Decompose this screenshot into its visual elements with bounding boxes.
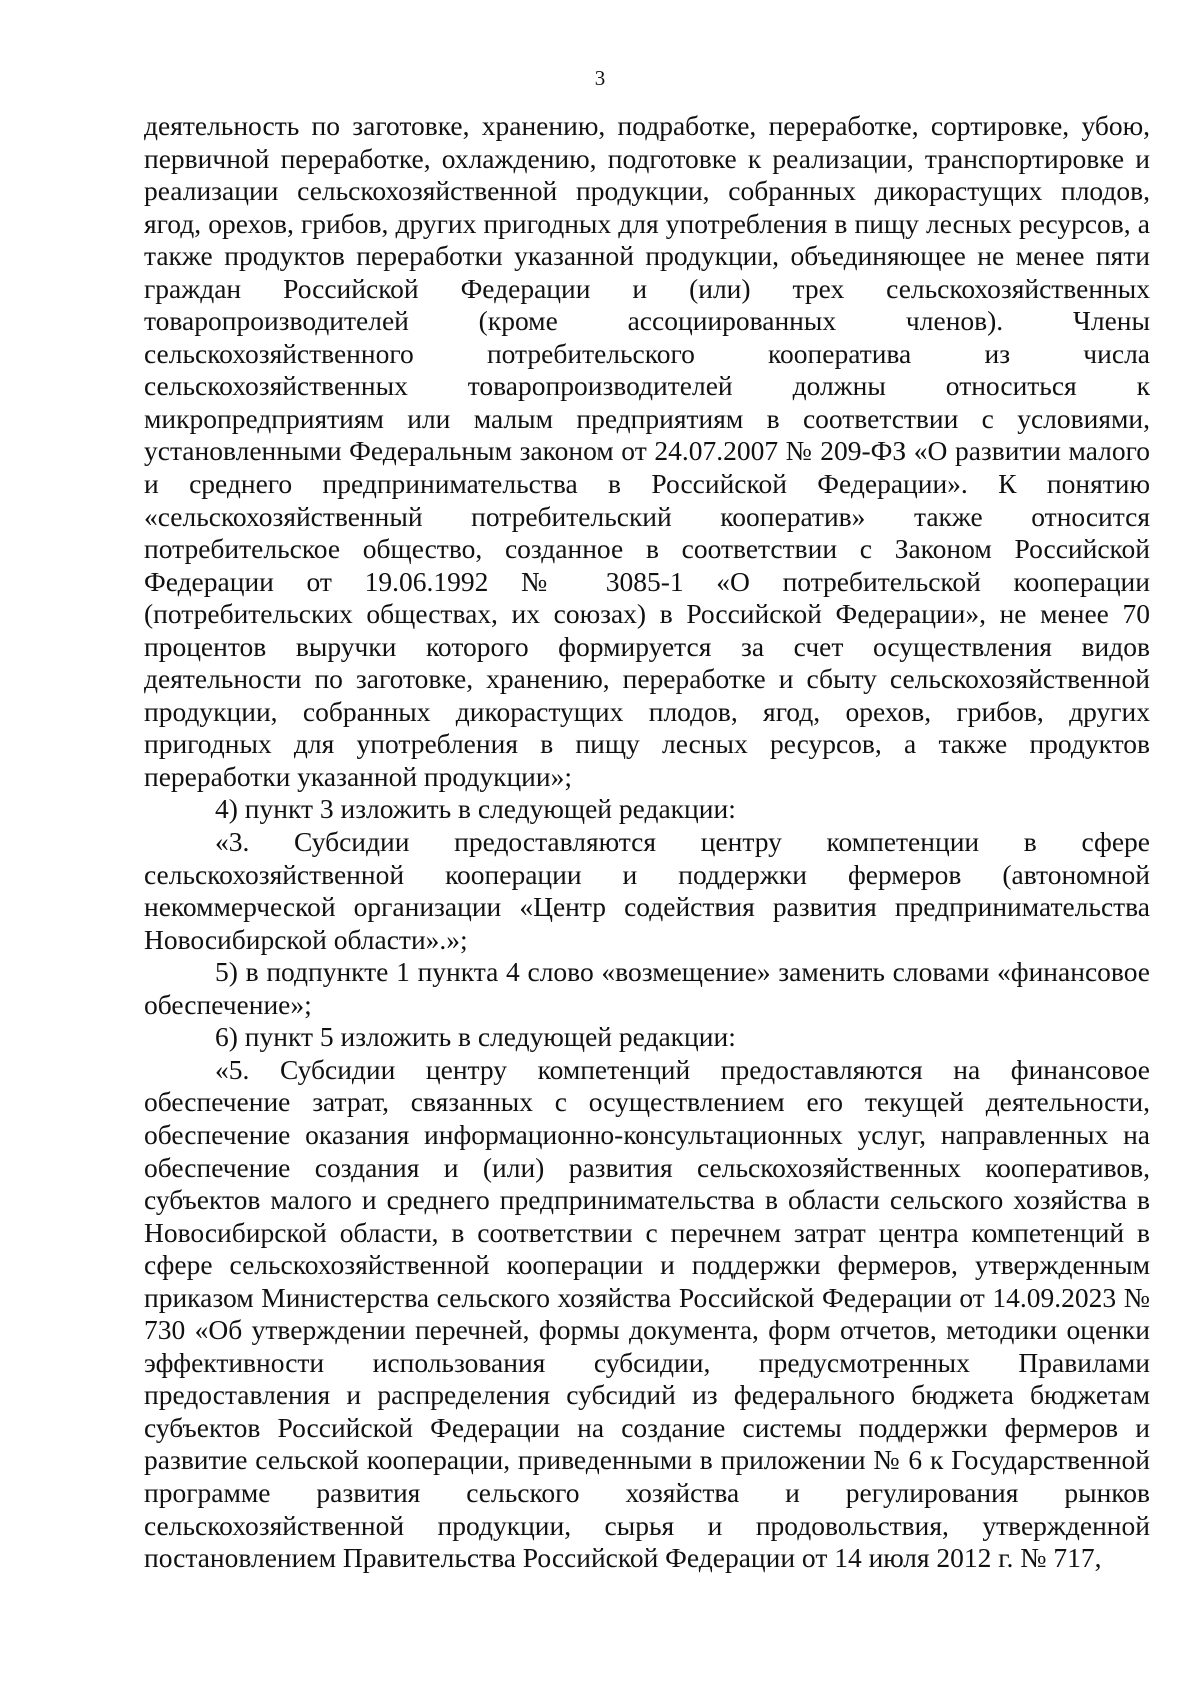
paragraph-item-6: 6) пункт 5 изложить в следующей редакции: [215, 1021, 736, 1053]
paragraph-item-4: 4) пункт 3 изложить в следующей редакции: [215, 793, 736, 825]
document-body [144, 110, 1150, 1575]
paragraph-continuation: деятельность по заготовке, хранению, подработке, переработке, сортировке, убою, первичной переработке, охлаждению, подготовке к реализации, транспортировке и реализации сельскохозяйственной продукции, собранных дикорастущих плодов, ягод, орехов, грибов, других пригодных для употребления в пищу лесных ресурсов, а также продуктов переработки указанной продукции, объединяющее не менее пяти граждан Российской Федерации и (или) трех сельскохозяйственных товаропроизводителей (кроме ассоциированных членов). Члены сельскохозяйственного потребительского кооператива из числа сельскохозяйственных товаропроизводителей должны относиться к микропредприятиям или малым предприятиям в соответствии с условиями, установленными Федеральным законом от 24.07.2007 № 209-ФЗ «О развитии малого и среднего предпринимательства в Российской Федерации». К понятию «сельскохозяйственный потребительский кооператив» также относится потребительское общество, созданное в соответствии с Законом Российской Федерации от 19.06.1992 № 3085-1 «О потребительской кооперации (потребительских обществах, их союзах) в Российской Федерации», не менее 70 процентов выручки которого формируется за счет осуществления видов деятельности по заготовке, хранению, переработке и сбыту сельскохозяйственной продукции, собранных дикорастущих плодов, ягод, орехов, грибов, других пригодных для употребления в пищу лесных ресурсов, а также продуктов переработки указанной продукции»; [144, 110, 1150, 792]
paragraph-item-5: 5) в подпункте 1 пункта 4 слово «возмещение» заменить словами «финансовое обеспечение»; [144, 956, 1150, 1020]
paragraph-clause-3: «3. Субсидии предоставляются центру компетенции в сфере сельскохозяйственной кооперации и поддержки фермеров (автономной некоммерческой организации «Центр содействия развития предпринимательства Новосибирской области».»; [144, 826, 1150, 955]
page-number: 3 [594, 66, 606, 90]
paragraph-clause-5: «5. Субсидии центру компетенций предоставляются на финансовое обеспечение затрат, связанных с осуществлением его текущей деятельности, обеспечение оказания информационно-консультационных услуг, направленных на обеспечение создания и (или) развития сельскохозяйственных кооперативов, субъектов малого и среднего предпринимательства в области сельского хозяйства в Новосибирской области, в соответствии с перечнем затрат центра компетенций в сфере сельскохозяйственной кооперации и поддержки фермеров, утвержденным приказом Министерства сельского хозяйства Российской Федерации от 14.09.2023 № 730 «Об утверждении перечней, формы документа, форм отчетов, методики оценки эффективности использования субсидии, предусмотренных Правилами предоставления и распределения субсидий из федерального бюджета бюджетам субъектов Российской Федерации на создание системы поддержки фермеров и развитие сельской кооперации, приведенными в приложении № 6 к Государственной программе развития сельского хозяйства и регулирования рынков сельскохозяйственной продукции, сырья и продовольствия, утвержденной постановлением Правительства Российской Федерации от 14 июля 2012 г. № 717, [144, 1053, 1150, 1574]
